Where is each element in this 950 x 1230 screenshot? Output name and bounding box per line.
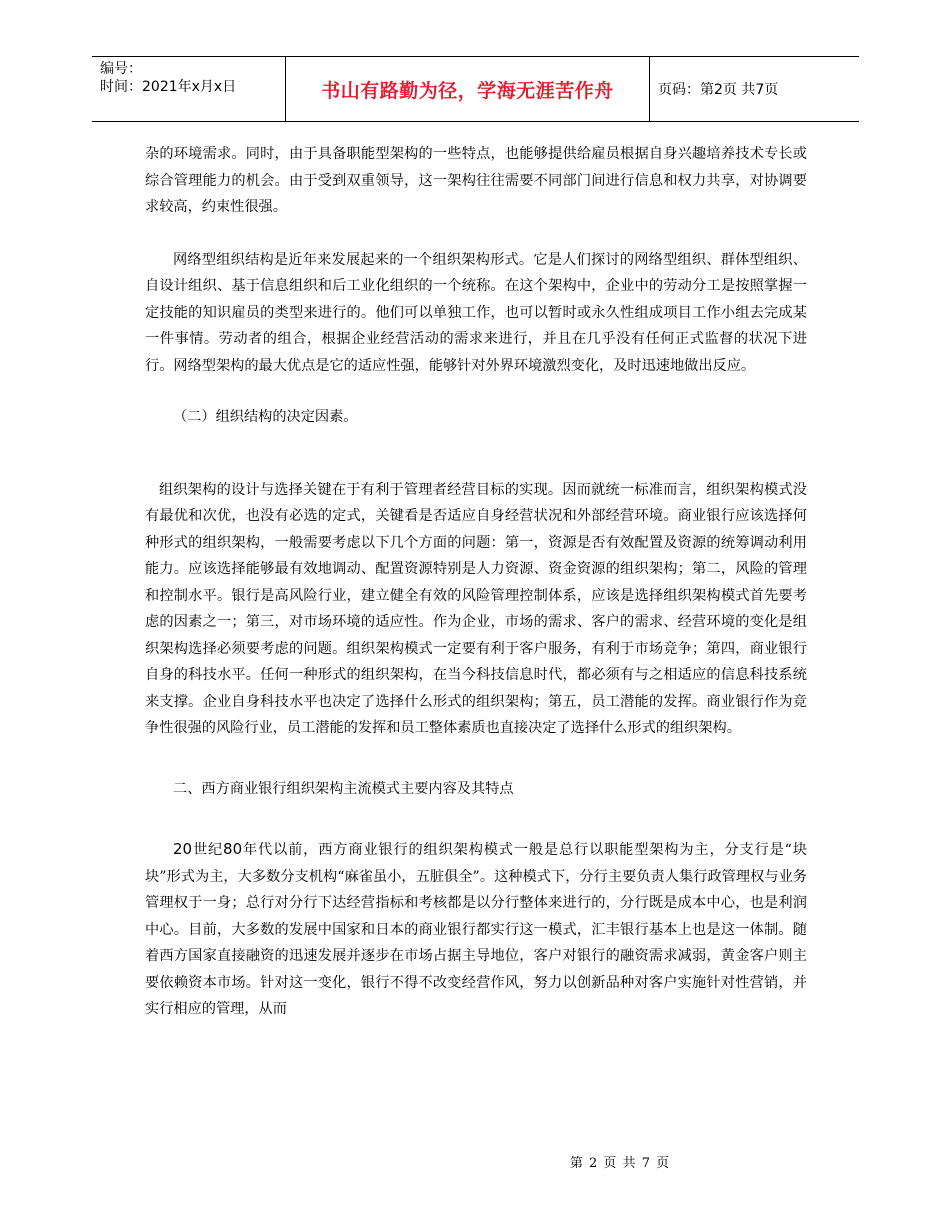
paragraph-1: 杂的环境需求。同时，由于具备职能型架构的一些特点，也能够提供给雇员根据自身兴趣培养技术专长或综合管理能力的机会。由于受到双重领导，这一架构往往需要不同部门间进行信息和权力共享，对协调要求较高，约束性很强。: [145, 146, 807, 215]
header-motto: 书山有路勤为径，学海无涯苦作舟: [285, 57, 650, 121]
page-header: [92, 56, 859, 122]
document-body: [145, 141, 807, 1023]
paragraph-2: 网络型组织结构是近年来发展起来的一个组织架构形式。它是人们探讨的网络型组织、群体型组织、自设计组织、基于信息组织和后工业化组织的一个统称。在这个架构中，企业中的劳动分工是按照掌握一定技能的知识雇员的类型来进行的。他们可以单独工作，也可以暂时或永久性组成项目工作小组去完成某一件事情。劳动者的组合，根据企业经营活动的需求来进行，并且在几乎没有任何正式监督的状况下进行。网络型架构的最大优点是它的适应性强，能够针对外界环境激烈变化，及时迅速地做出反应。: [145, 251, 807, 374]
section-heading-2: 二、西方商业银行组织架构主流模式主要内容及其特点: [173, 780, 514, 797]
header-page-info: 页码：第2页 共7页: [658, 82, 779, 98]
paragraph-4-number-1: 20: [173, 840, 193, 858]
page-footer: 第 2 页 共 7 页: [569, 1156, 671, 1171]
paragraph-4: [145, 836, 807, 1023]
document-number-label: 编号：: [100, 61, 142, 77]
paragraph-3: 组织架构的设计与选择关键在于有利于管理者经营目标的实现。因而就统一标准而言，组织架构模式没有最优和次优，也没有必选的定式，关键看是否适应自身经营状况和外部经营环境。商业银行应该选择何种形式的组织架构，一般需要考虑以下几个方面的问题：第一，资源是否有效配置及资源的统筹调动利用能力。应该选择能够最有效地调动、配置资源特别是人力资源、资金资源的组织架构；第二，风险的管理和控制水平。银行是高风险行业，建立健全有效的风险管理控制体系，应该是选择组织架构模式首先要考虑的因素之一；第三，对市场环境的适应性。作为企业，市场的需求、客户的需求、经营环境的变化是组织架构选择必须要考虑的问题。组织架构模式一定要有利于客户服务，有利于市场竞争；第四，商业银行自身的科技水平。任何一种形式的组织架构，在当今科技信息时代，都必须有与之相适应的信息科技系统来支撑。企业自身科技水平也决定了选择什么形式的组织架构；第五，员工潜能的发挥。商业银行作为竞争性很强的风险行业，员工潜能的发挥和员工整体素质也直接决定了选择什么形式的组织架构。: [145, 481, 807, 736]
section-heading-1: （二）组织结构的决定因素。: [173, 409, 358, 425]
paragraph-4-number-2: 80: [223, 840, 243, 858]
paragraph-4-text-2: 年代以前，西方商业银行的组织架构模式一般是总行以职能型架构为主，分支行是“块块”形式为主，大多数分支机构“麻雀虽小，五脏俱全”。这种模式下，分行主要负责人集行政管理权与业务管理权于一身；总行对分行下达经营指标和考核都是以分行整体来进行的，分行既是成本中心，也是利润中心。目前，大多数的发展中国家和日本的商业银行都实行这一模式，汇丰银行基本上也是这一体制。随着西方国家直接融资的迅速发展并逐步在市场占据主导地位，客户对银行的融资需求减弱，黄金客户则主要依赖资本市场。针对这一变化，银行不得不改变经营作风，努力以创新品种对客户实施针对性营销，并实行相应的管理，从而: [145, 842, 807, 1017]
header-meta: [92, 57, 285, 121]
document-time-label: 时间：2021年x月x日: [100, 79, 237, 95]
paragraph-4-text-1: 世纪: [192, 842, 224, 858]
